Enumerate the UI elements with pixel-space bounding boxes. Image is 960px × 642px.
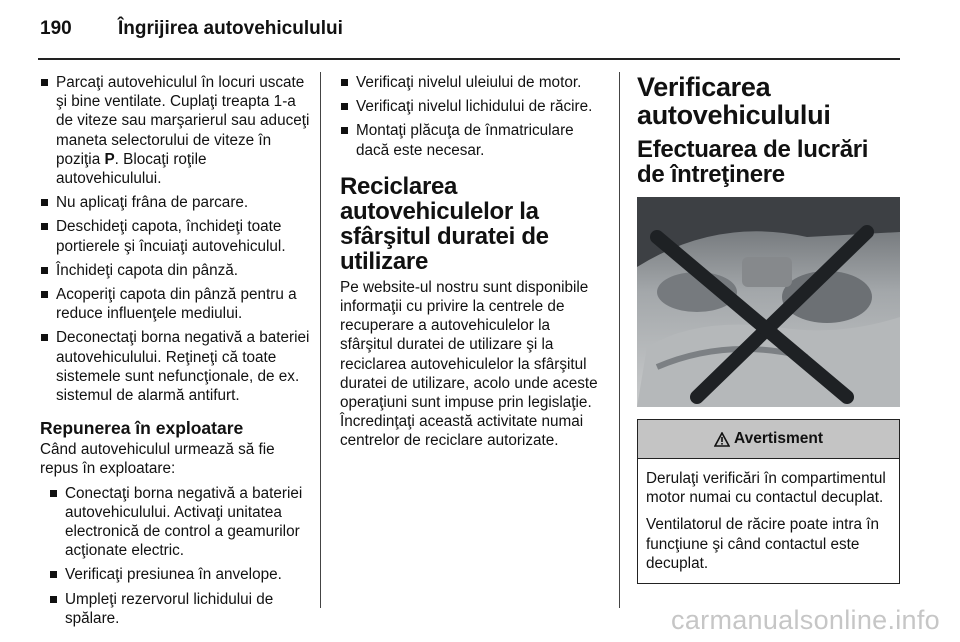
page-title: Îngrijirea autovehiculului bbox=[118, 18, 343, 39]
recommission-steps-list bbox=[49, 484, 310, 628]
bullet-icon bbox=[41, 79, 48, 86]
column-divider-1 bbox=[320, 72, 321, 608]
warning-header bbox=[638, 420, 899, 459]
list-item: Deconectaţi borna negativă a bateriei autovehiculului. Reţineţi că toate sistemele sunt nefuncţionale, de ex. sistemul de alarmă antifurt. bbox=[40, 328, 310, 405]
warning-paragraph: Derulaţi verificări în compartimentul motor numai cu contactul decuplat. bbox=[646, 470, 886, 507]
list-item: Verificaţi presiunea în anvelope. bbox=[49, 565, 310, 584]
warning-title: Avertisment bbox=[733, 430, 823, 448]
page-number: 190 bbox=[40, 18, 72, 39]
list-item: Umpleţi rezervorul lichidului de spălare. bbox=[49, 590, 310, 628]
bullet-icon bbox=[41, 267, 48, 274]
column-divider-2 bbox=[619, 72, 620, 608]
header-rule bbox=[38, 58, 900, 60]
bullet-icon bbox=[41, 223, 48, 230]
list-item: Parcaţi autovehiculul în locuri uscate şi bine ventilate. Cuplaţi treapta 1-a de viteze sau marşarierul sau aduceţi maneta selectorului de viteze în poziţia P. Blocaţi roţile autovehiculului. bbox=[40, 73, 310, 188]
watermark: carmanualsonline.info bbox=[671, 605, 940, 635]
list-item: Închideţi capota din pânză. bbox=[40, 261, 310, 280]
engine-bay-photo bbox=[637, 197, 900, 407]
recycling-paragraph: Pe website-ul nostru sunt disponibile informaţii cu privire la centrele de recuperare a autovehiculelor la sfârşitul duratei de utilizare şi la reciclarea autovehiculelor la sfârşitul duratei de utilizare, acolo unde aceste operaţiuni sunt impuse prin legislaţie. Încredinţaţi această activitate numai centrelor de reciclare autorizate. bbox=[340, 278, 598, 450]
bullet-icon bbox=[41, 334, 48, 341]
list-item: Deschideţi capota, închideţi toate portierele şi încuiaţi autovehiculul. bbox=[40, 217, 310, 255]
list-item: Verificaţi nivelul uleiului de motor. bbox=[340, 73, 606, 92]
warning-body bbox=[638, 459, 899, 583]
bullet-icon bbox=[50, 571, 57, 578]
bullet-icon bbox=[50, 596, 57, 603]
bullet-icon bbox=[50, 490, 57, 497]
page-header bbox=[40, 18, 920, 42]
checks-list bbox=[340, 73, 606, 160]
list-item: Verificaţi nivelul lichidului de răcire. bbox=[340, 97, 606, 116]
section-heading: Repunerea în exploatare bbox=[40, 418, 244, 439]
column-2 bbox=[340, 73, 606, 451]
list-item: Montaţi plăcuţa de înmatriculare dacă este necesar. bbox=[340, 121, 606, 159]
column-3 bbox=[637, 73, 900, 584]
list-item: Conectaţi borna negativă a bateriei autovehiculului. Activaţi unitatea electronică de control a geamurilor acţionate electric. bbox=[49, 484, 310, 561]
warning-triangle-icon bbox=[714, 432, 730, 447]
bullet-icon bbox=[41, 199, 48, 206]
bullet-icon bbox=[341, 127, 348, 134]
column-1 bbox=[40, 73, 310, 633]
warning-paragraph: Ventilatorul de răcire poate intra în funcţiune şi când contactul este decuplat. bbox=[646, 516, 879, 572]
intro-text: Când autovehiculul urmează să fie repus în exploatare: bbox=[40, 441, 275, 478]
bullet-icon bbox=[341, 79, 348, 86]
bullet-icon bbox=[341, 103, 348, 110]
warning-box bbox=[637, 419, 900, 584]
section-heading: Efectuarea de lucrări de întreţinere bbox=[637, 136, 869, 188]
bullet-icon bbox=[41, 291, 48, 298]
section-heading: Reciclarea autovehiculelor la sfârşitul duratei de utilizare bbox=[340, 172, 549, 275]
chapter-heading: Verificarea autovehiculului bbox=[637, 72, 831, 130]
list-item: Nu aplicaţi frâna de parcare. bbox=[40, 193, 310, 212]
list-item: Acoperiţi capota din pânză pentru a reduce influenţele mediului. bbox=[40, 285, 310, 323]
engine-bay-crossed-out-icon bbox=[637, 197, 900, 407]
storage-steps-list bbox=[40, 73, 310, 405]
